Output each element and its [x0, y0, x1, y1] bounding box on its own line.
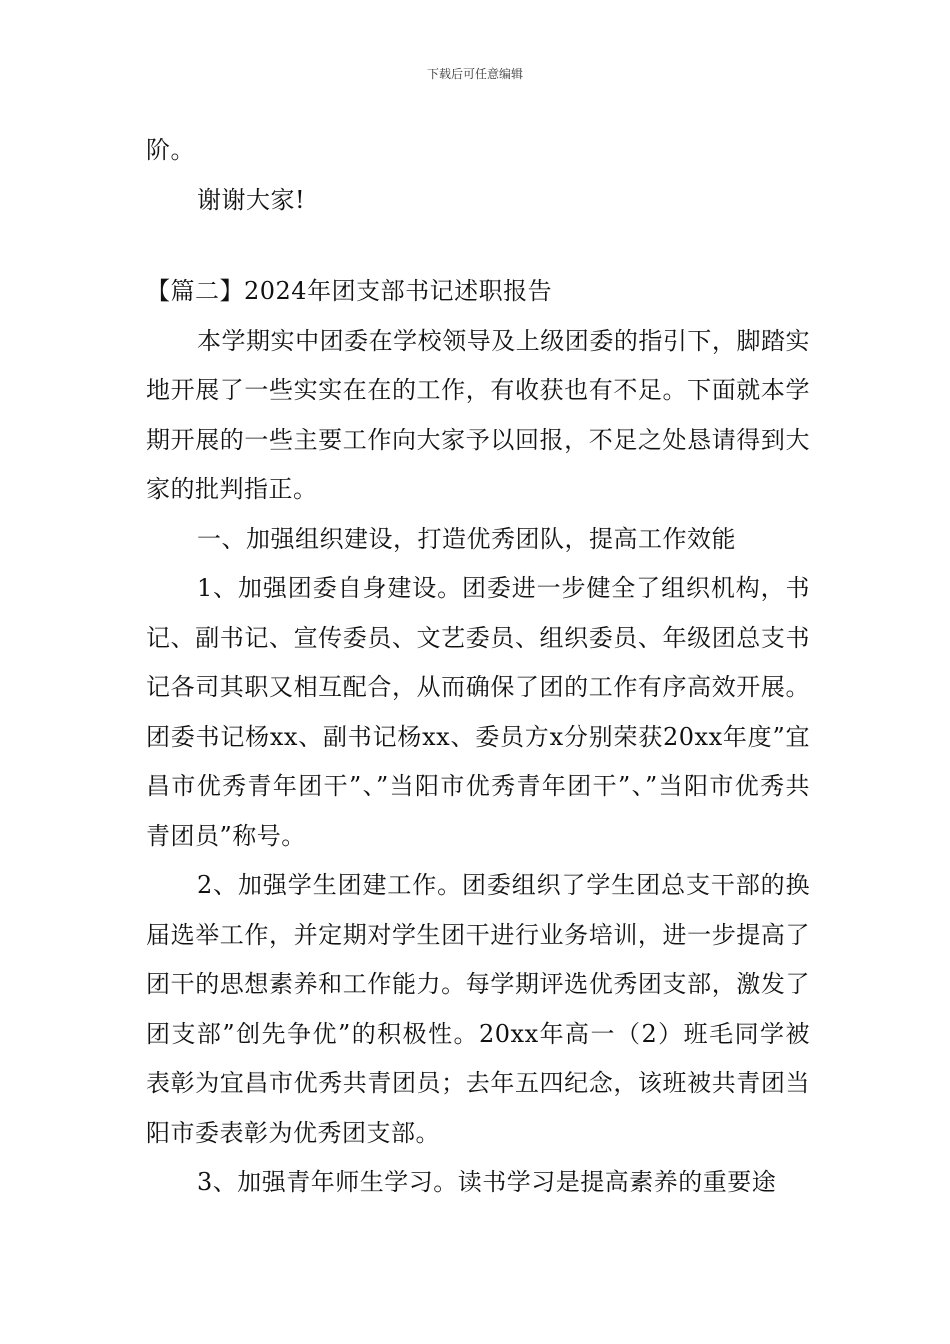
paragraph-item-3: 3、加强青年师生学习。读书学习是提高素养的重要途 — [197, 1168, 777, 1196]
document-body — [146, 126, 810, 1208]
section-gap — [146, 225, 810, 267]
paragraph-intro: 本学期实中团委在学校领导及上级团委的指引下，脚踏实地开展了一些实实在在的工作，有收获也有不足。下面就本学期开展的一些主要工作向大家予以回报，不足之处恳请得到大家的批判指正。 — [146, 326, 810, 503]
paragraph-item-2: 2、加强学生团建工作。团委组织了学生团总支干部的换届选举工作，并定期对学生团干进行业务培训，进一步提高了团干的思想素养和工作能力。每学期评选优秀团支部，激发了团支部”创先争优”的积极性。20xx年高一（2）班毛同学被表彰为宜昌市优秀共青团员；去年五四纪念，该班被共青团当阳市委表彰为优秀团支部。 — [146, 871, 810, 1147]
continuation-text: 阶。 — [146, 136, 195, 164]
paragraph-item-1: 1、加强团委自身建设。团委进一步健全了组织机构，书记、副书记、宣传委员、文艺委员、组织委员、年级团总支书记各司其职又相互配合，从而确保了团的工作有序高效开展。团委书记杨xx、副书记杨xx、委员方x分别荣获20xx年度”宜昌市优秀青年团干”、”当阳市优秀青年团干”、”当阳市优秀共青团员”称号。 — [146, 574, 810, 850]
paragraph-heading-1: 一、加强组织建设，打造优秀团队，提高工作效能 — [197, 524, 736, 553]
section-title: 【篇二】2024年团支部书记述职报告 — [146, 277, 553, 305]
page-header: 下载后可任意编辑 — [426, 67, 523, 81]
thanks-text: 谢谢大家! — [197, 185, 306, 214]
